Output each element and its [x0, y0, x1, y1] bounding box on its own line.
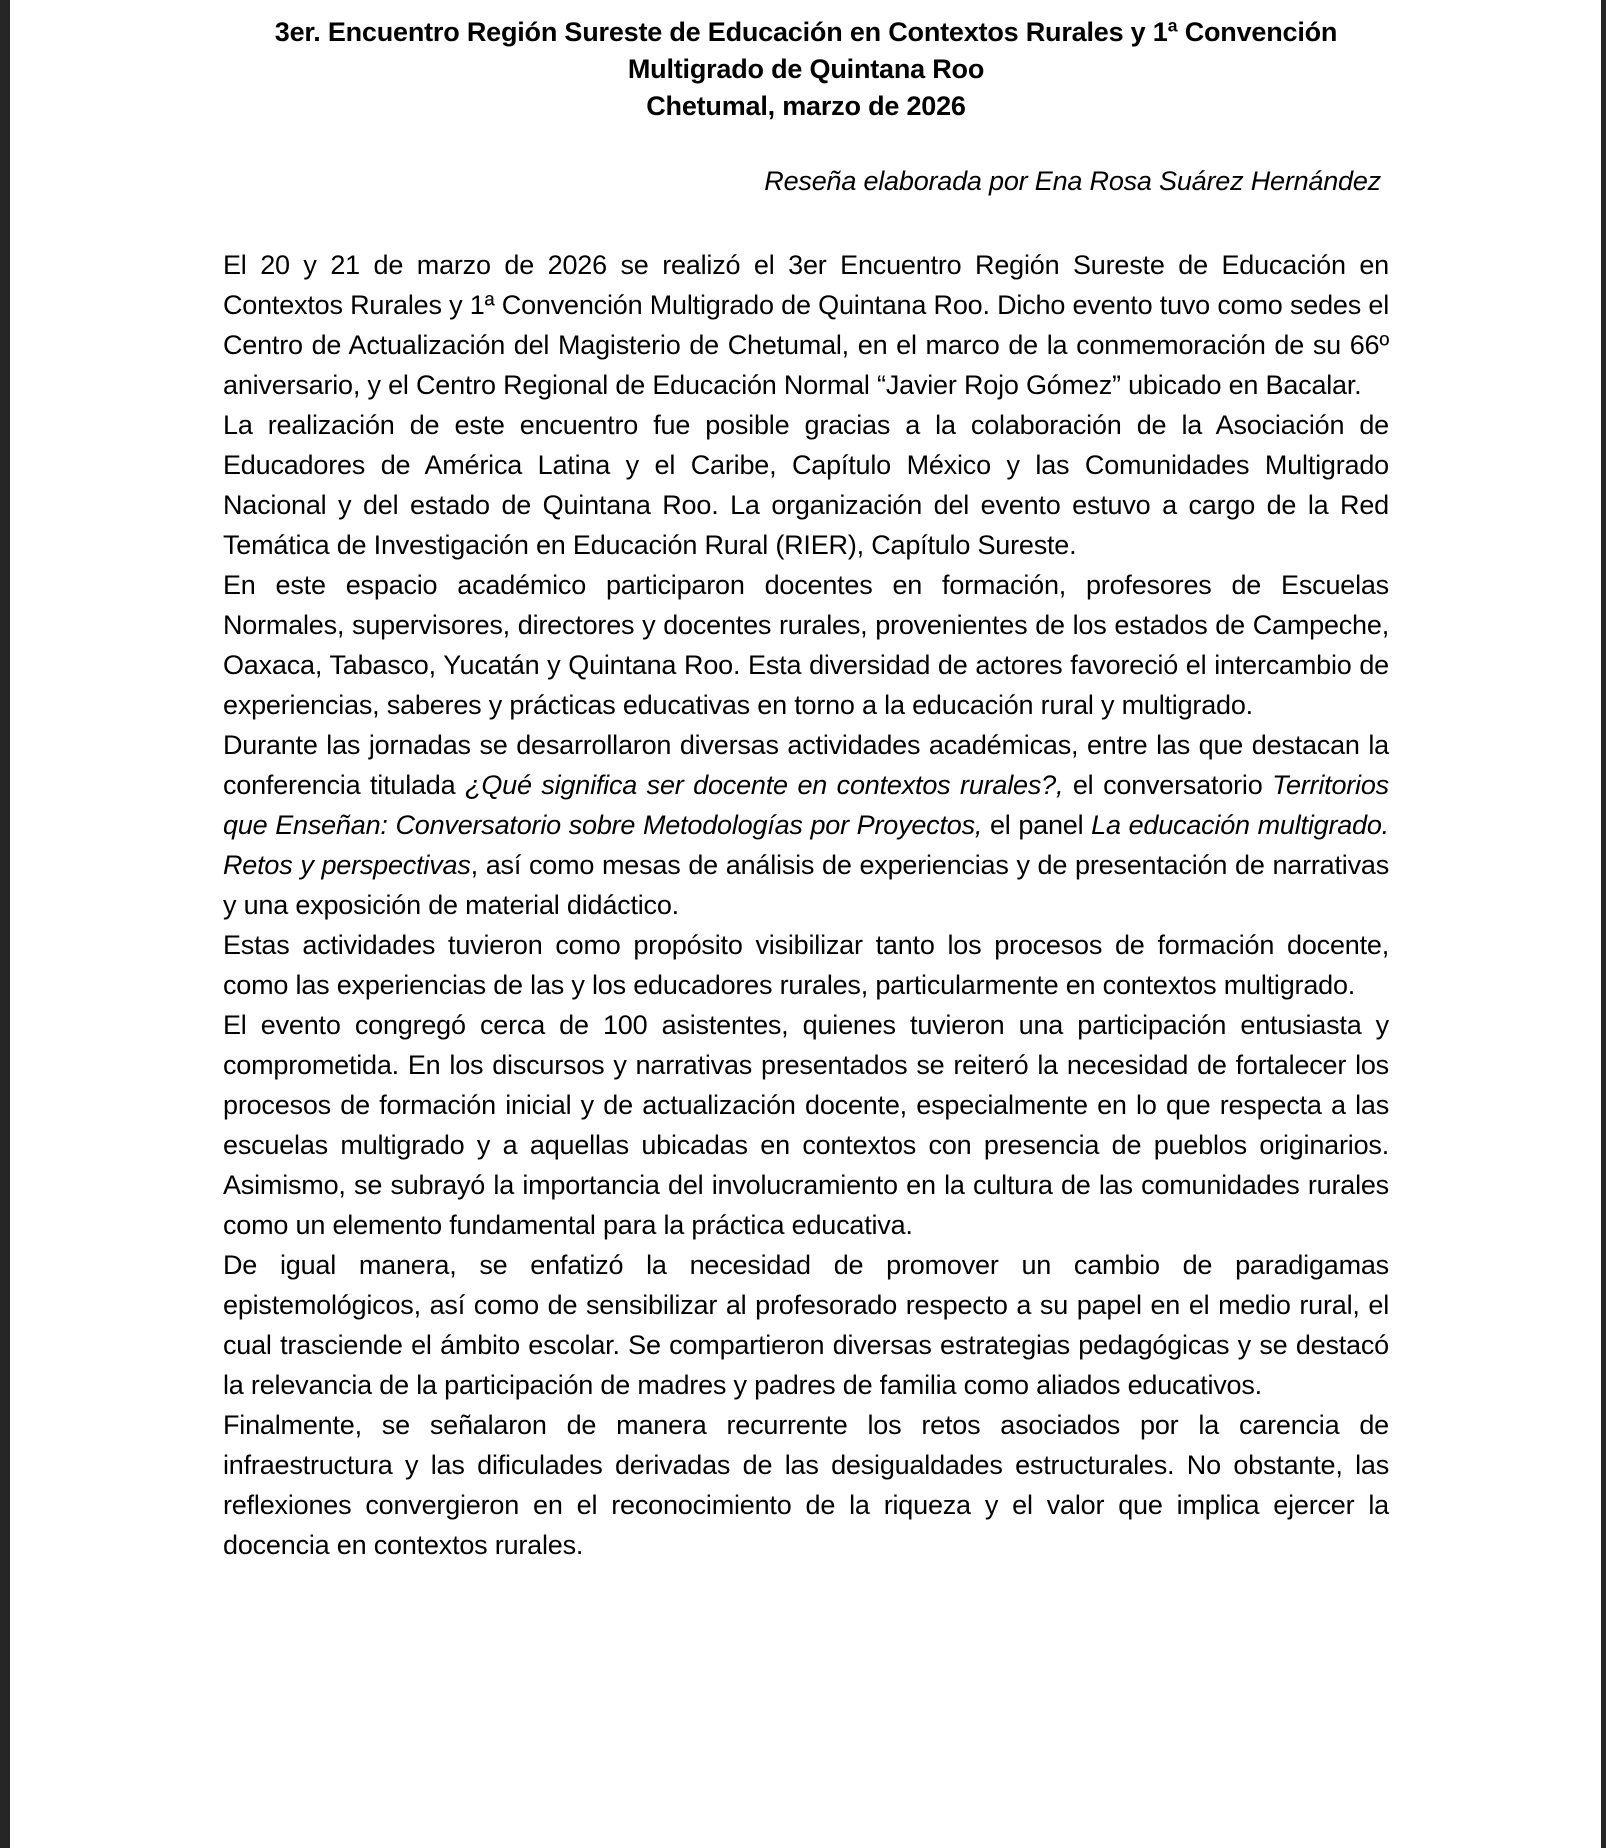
screen-edge-left [0, 0, 10, 1848]
paragraph [223, 1005, 1389, 1245]
text-run: el panel [982, 810, 1092, 840]
text-run: , así como mesas de análisis de experiencias y de presentación de narrativas y una exposición de material didáctico. [223, 850, 1389, 920]
text-run: Estas actividades tuvieron como propósito visibilizar tanto los procesos de formación docente, como las experiencias de las y los educadores rurales, particularmente en contextos multigrado. [223, 930, 1389, 1000]
paragraph [223, 405, 1389, 565]
text-run: El evento congregó cerca de 100 asistentes, quienes tuvieron una participación entusiasta y comprometida. En los discursos y narrativas presentados se reiteró la necesidad de fortalecer los procesos de formación inicial y de actualización docente, especialmente en lo que respecta a las escuelas multigrado y a aquellas ubicadas en contextos con presencia de pueblos originarios. Asimismo, se subrayó la importancia del involucramiento en la cultura de las comunidades rurales como un elemento fundamental para la práctica educativa. [223, 1010, 1389, 1240]
screen-edge-right [1601, 0, 1606, 1848]
text-run: Durante las jornadas se desarrollaron diversas actividades académicas, entre las que destacan la conferencia titulada [223, 730, 1389, 800]
text-run: El 20 y 21 de marzo de 2026 se realizó el 3er Encuentro Región Sureste de Educación en Contextos Rurales y 1ª Convención Multigrado de Quintana Roo. Dicho evento tuvo como sedes el Centro de Actualización del Magisterio de Chetumal, en el marco de la conmemoración de su 66º aniversario, y el Centro Regional de Educación Normal “Javier Rojo Gómez” ubicado en Bacalar. [223, 250, 1389, 400]
paragraph [223, 1245, 1389, 1405]
italic-text-run: Territorios que Enseñan: Conversatorio sobre Metodologías por Proyectos, [223, 770, 1389, 840]
paragraph [223, 1405, 1389, 1565]
text-run: La realización de este encuentro fue posible gracias a la colaboración de la Asociación de Educadores de América Latina y el Caribe, Capítulo México y las Comunidades Multigrado Nacional y del estado de Quintana Roo. La organización del evento estuvo a cargo de la Red Temática de Investigación en Educación Rural (RIER), Capítulo Sureste. [223, 410, 1389, 560]
paragraph [223, 245, 1389, 405]
paragraph [223, 925, 1389, 1005]
byline: Reseña elaborada por Ena Rosa Suárez Hernández [764, 166, 1381, 196]
text-run: Finalmente, se señalaron de manera recurrente los retos asociados por la carencia de infraestructura y las dificulades derivadas de las desigualdades estructurales. No obstante, las reflexiones convergieron en el reconocimiento de la riqueza y el valor que implica ejercer la docencia en contextos rurales. [223, 1410, 1389, 1560]
italic-text-run: ¿Qué significa ser docente en contextos rurales?, [465, 770, 1064, 800]
document-title [223, 14, 1389, 125]
text-run: De igual manera, se enfatizó la necesidad de promover un cambio de paradigamas epistemológicos, así como de sensibilizar al profesorado respecto a su papel en el medio rural, el cual trasciende el ámbito escolar. Se compartieron diversas estrategias pedagógicas y se destacó la relevancia de la participación de madres y padres de familia como aliados educativos. [223, 1250, 1389, 1400]
title-line-3: Chetumal, marzo de 2026 [646, 91, 966, 121]
document-body [223, 245, 1389, 1565]
document-content [223, 14, 1389, 1565]
title-line-1: 3er. Encuentro Región Sureste de Educación en Contextos Rurales y 1ª Convención [274, 17, 1338, 47]
text-run: el conversatorio [1063, 770, 1273, 800]
paragraph [223, 725, 1389, 925]
italic-text-run: La educación multigrado. Retos y perspectivas [223, 810, 1389, 880]
title-line-2: Multigrado de Quintana Roo [627, 54, 985, 84]
text-run: En este espacio académico participaron docentes en formación, profesores de Escuelas Normales, supervisores, directores y docentes rurales, provenientes de los estados de Campeche, Oaxaca, Tabasco, Yucatán y Quintana Roo. Esta diversidad de actores favoreció el intercambio de experiencias, saberes y prácticas educativas en torno a la educación rural y multigrado. [223, 570, 1389, 720]
paragraph [223, 565, 1389, 725]
